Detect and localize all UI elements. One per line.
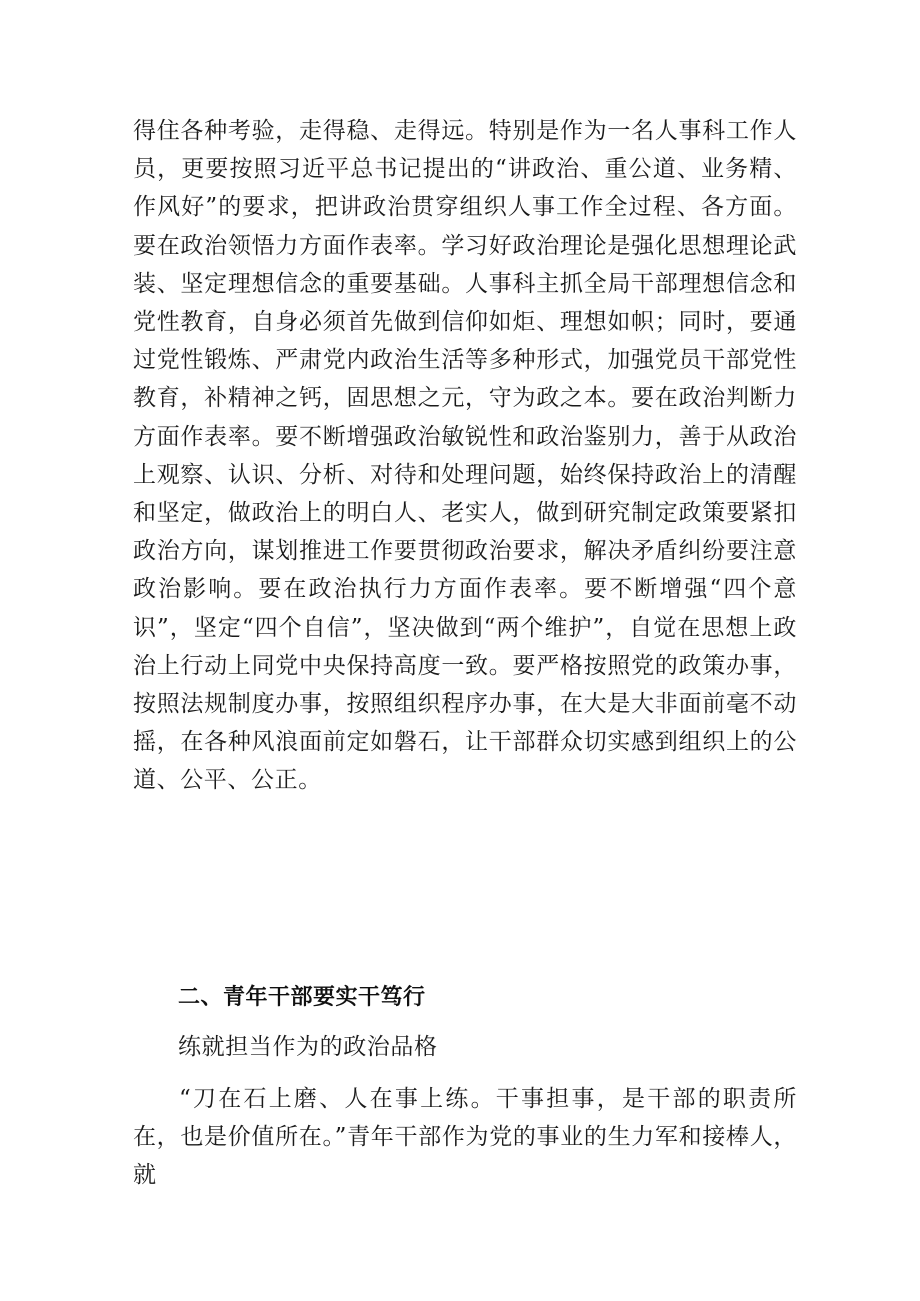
- body-paragraph-2: “刀在石上磨、人在事上练。干事担事，是干部的职责所在，也是价值所在。”青年干部作为党的事业的生力军和接棒人，就: [133, 1086, 797, 1189]
- body-paragraph-1: 得住各种考验，走得稳、走得远。特别是作为一名人事科工作人员，更要按照习近平总书记提出的“讲政治、重公道、业务精、作风好”的要求，把讲政治贯穿组织人事工作全过程、各方面。要在政治领悟力方面作表率。学习好政治理论是强化思想理论武装、坚定理想信念的重要基础。人事科主抓全局干部理想信念和党性教育，自身必须首先做到信仰如炬、理想如帜；同时，要通过党性锻炼、严肃党内政治生活等多种形式，加强党员干部党性教育，补精神之钙，固思想之元，守为政之本。要在政治判断力方面作表率。要不断增强政治敏锐性和政治鉴别力，善于从政治上观察、认识、分析、对待和处理问题，始终保持政治上的清醒和坚定，做政治上的明白人、老实人，做到研究制定政策要紧扣政治方向，谋划推进工作要贯彻政治要求，解决矛盾纠纷要注意政治影响。要在政治执行力方面作表率。要不断增强“四个意识”，坚定“四个自信”，坚决做到“两个维护”，自觉在思想上政治上行动上同党中央保持高度一致。要严格按照党的政策办事，按照法规制度办事，按照组织程序办事，在大是大非面前毫不动摇，在各种风浪面前定如磐石，让干部群众切实感到组织上的公道、公平、公正。: [133, 118, 797, 794]
- section-heading: 二、青年干部要实干笃行: [178, 985, 426, 1010]
- section-subheading: 练就担当作为的政治品格: [178, 1034, 438, 1060]
